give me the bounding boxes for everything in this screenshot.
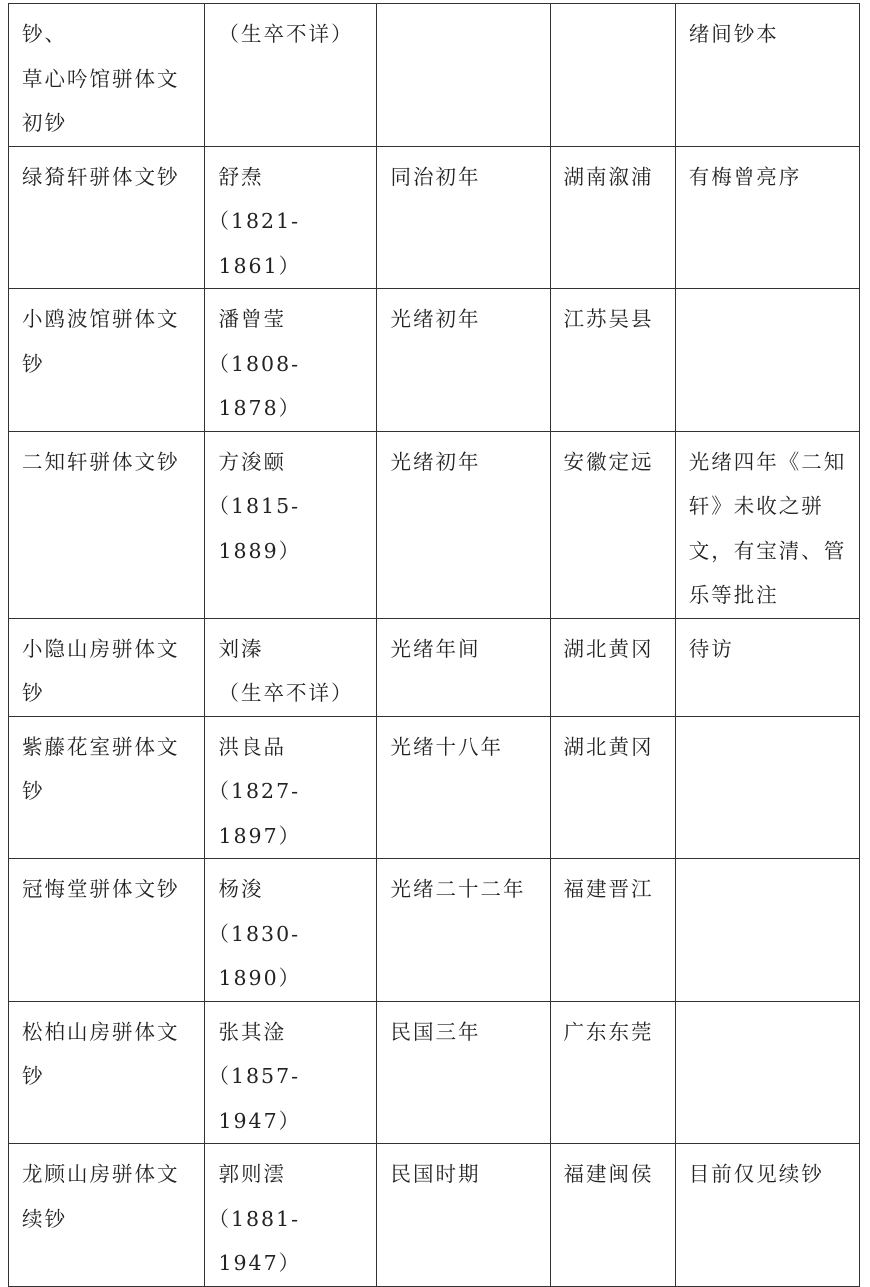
author-cell [205, 289, 377, 432]
title-line: 草心吟馆骈体文 [22, 66, 180, 91]
table-row [9, 716, 860, 859]
title-cell [9, 1144, 205, 1287]
title-line: 小隐山房骈体文 [22, 636, 180, 661]
date-cell [377, 431, 550, 618]
title-line: 钞 [22, 681, 45, 705]
author-line: 1889） [218, 538, 302, 563]
author-line: （1830- [208, 921, 301, 946]
title-line: 绿猗轩骈体文钞 [22, 164, 180, 189]
table-row [9, 618, 860, 716]
table-row [9, 859, 860, 1002]
remark: 绪间钞本 [688, 22, 779, 46]
author-line: 1861） [218, 253, 302, 278]
title-line: 二知轩骈体文钞 [22, 449, 180, 474]
remark: 有梅曾亮序 [688, 164, 802, 189]
author-line: 杨浚 [218, 877, 264, 901]
title-line: 钞、 [22, 22, 67, 46]
date-cell [377, 618, 550, 716]
note-cell [675, 716, 859, 859]
author-cell [205, 146, 377, 289]
title-line: 冠悔堂骈体文钞 [22, 877, 180, 901]
author-origin: 福建晋江 [563, 877, 654, 901]
place-cell [550, 146, 675, 289]
date-cell [377, 4, 550, 147]
date-cell [377, 146, 550, 289]
author-line: （1808- [208, 351, 301, 376]
place-cell [550, 716, 675, 859]
publication-date: 光绪年间 [390, 636, 481, 661]
author-line: 1947） [218, 1108, 302, 1133]
date-cell [377, 716, 550, 859]
author-origin: 湖北黄冈 [563, 636, 654, 661]
author-line: 1897） [218, 823, 302, 848]
author-origin: 福建闽侯 [563, 1162, 654, 1186]
title-cell [9, 4, 205, 147]
author-line: （1827- [208, 779, 301, 803]
table-row [9, 146, 860, 289]
note-cell [675, 431, 859, 618]
author-line: 舒焘 [218, 164, 264, 189]
place-cell [550, 289, 675, 432]
author-line: 方浚颐 [218, 449, 286, 474]
author-line: 郭则澐 [218, 1162, 286, 1186]
author-cell [205, 4, 377, 147]
table-body [9, 4, 860, 1287]
author-origin: 广东东莞 [563, 1019, 654, 1044]
author-origin: 湖北黄冈 [563, 734, 654, 759]
author-cell [205, 1001, 377, 1144]
publication-date: 光绪初年 [390, 307, 481, 331]
author-line: （1815- [208, 494, 301, 518]
note-cell [675, 618, 859, 716]
author-line: （生卒不详） [218, 681, 354, 705]
title-line: 小鸥波馆骈体文 [22, 307, 180, 331]
note-cell [675, 1144, 859, 1287]
title-line: 龙顾山房骈体文 [22, 1162, 180, 1186]
title-line: 紫藤花室骈体文 [22, 734, 180, 759]
title-line: 钞 [22, 1064, 45, 1088]
table-row [9, 1144, 860, 1287]
author-line: （生卒不详） [218, 22, 354, 46]
title-line: 续钞 [22, 1206, 67, 1231]
publication-date: 光绪二十二年 [390, 877, 526, 901]
author-cell [205, 859, 377, 1002]
date-cell [377, 1144, 550, 1287]
title-cell [9, 716, 205, 859]
title-cell [9, 1001, 205, 1144]
author-line: 潘曾莹 [218, 307, 286, 331]
place-cell [550, 4, 675, 147]
author-line: 张其淦 [218, 1019, 286, 1044]
note-cell [675, 146, 859, 289]
title-line: 初钞 [22, 111, 67, 135]
note-cell [675, 859, 859, 1002]
date-cell [377, 289, 550, 432]
place-cell [550, 859, 675, 1002]
author-line: 1890） [218, 966, 302, 990]
publication-date: 民国三年 [390, 1019, 481, 1044]
author-cell [205, 716, 377, 859]
author-line: 刘溱 [218, 636, 264, 661]
title-cell [9, 859, 205, 1002]
publication-date: 光绪十八年 [390, 734, 503, 759]
author-cell [205, 618, 377, 716]
table-row [9, 4, 860, 147]
author-origin: 湖南溆浦 [563, 164, 654, 189]
place-cell [550, 1144, 675, 1287]
remark: 待访 [688, 636, 734, 661]
author-line: 1878） [218, 396, 302, 420]
author-cell [205, 1144, 377, 1287]
publication-date: 光绪初年 [390, 449, 481, 474]
author-line: 1947） [218, 1251, 302, 1275]
author-cell [205, 431, 377, 618]
author-line: （1821- [208, 209, 301, 233]
table-row [9, 1001, 860, 1144]
table-row [9, 431, 860, 618]
bibliography-table [8, 3, 860, 1287]
author-line: 洪良品 [218, 734, 286, 759]
title-cell [9, 431, 205, 618]
publication-date: 同治初年 [390, 164, 481, 189]
remark: 光绪四年《二知轩》未收之骈文，有宝清、管乐等批注 [688, 449, 847, 607]
place-cell [550, 431, 675, 618]
note-cell [675, 1001, 859, 1144]
title-line: 钞 [22, 779, 45, 803]
publication-date: 民国时期 [390, 1162, 481, 1186]
author-line: （1881- [208, 1206, 301, 1231]
title-cell [9, 146, 205, 289]
note-cell [675, 4, 859, 147]
place-cell [550, 1001, 675, 1144]
date-cell [377, 1001, 550, 1144]
place-cell [550, 618, 675, 716]
title-line: 钞 [22, 351, 45, 376]
table-row [9, 289, 860, 432]
note-cell [675, 289, 859, 432]
author-line: （1857- [208, 1064, 301, 1088]
author-origin: 江苏吴县 [563, 307, 654, 331]
title-cell [9, 618, 205, 716]
date-cell [377, 859, 550, 1002]
title-cell [9, 289, 205, 432]
author-origin: 安徽定远 [563, 449, 654, 474]
title-line: 松柏山房骈体文 [22, 1019, 180, 1044]
remark: 目前仅见续钞 [688, 1162, 824, 1186]
